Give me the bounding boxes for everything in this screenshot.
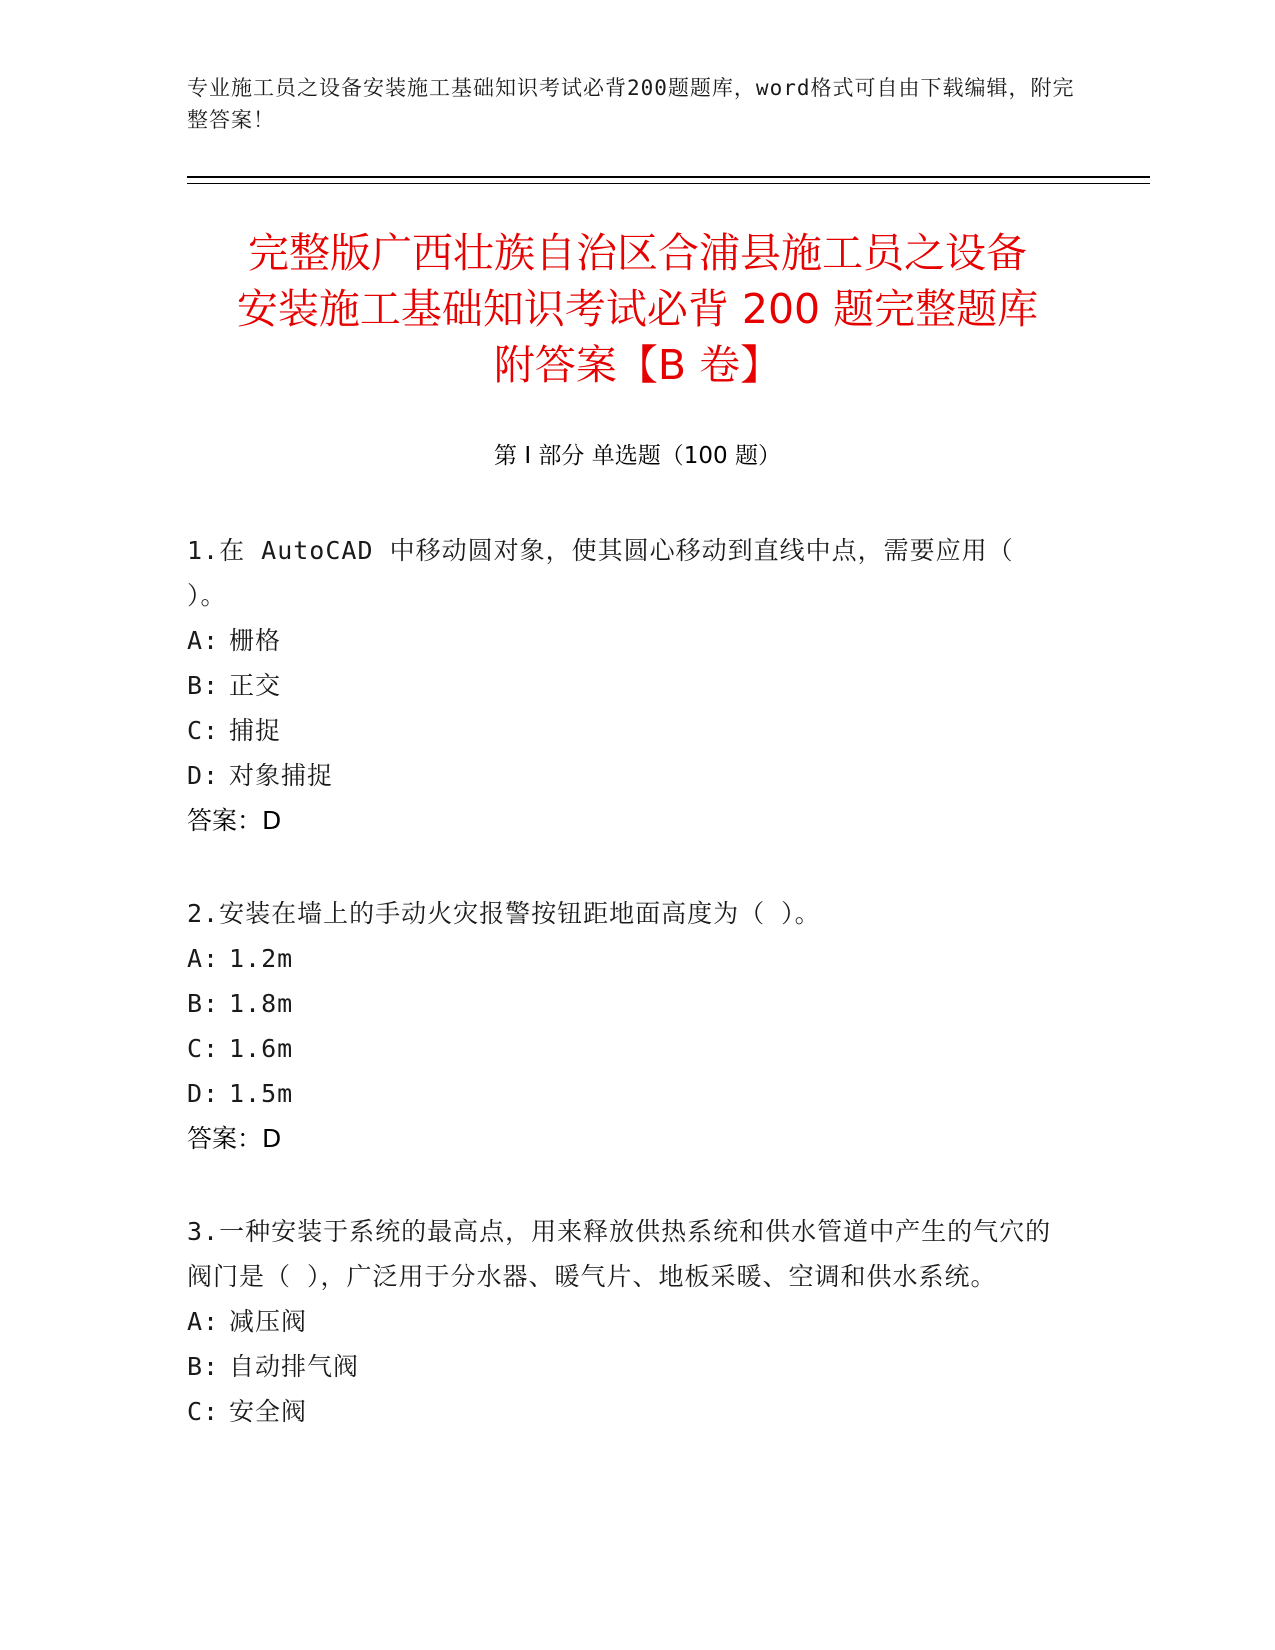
option-key: D: (187, 1079, 220, 1108)
question-3 (187, 1209, 1067, 1434)
option-text: 减压阀 (229, 1307, 308, 1336)
question-list (187, 528, 1067, 1482)
option-text: 栅格 (229, 626, 282, 655)
option-c (187, 708, 1067, 753)
option-b (187, 663, 1067, 708)
option-text: 自动排气阀 (229, 1352, 360, 1381)
answer-line: 答案：D (187, 1124, 282, 1153)
option-a (187, 618, 1067, 663)
option-text: 捕捉 (229, 716, 282, 745)
answer-line: 答案：D (187, 806, 282, 835)
option-c (187, 1389, 1067, 1434)
document-title (130, 225, 1145, 393)
option-d (187, 1071, 1067, 1116)
option-key: D: (187, 761, 220, 790)
header-rule-thin (187, 183, 1150, 184)
option-text: 对象捕捉 (229, 761, 334, 790)
option-text: 正交 (229, 671, 282, 700)
option-text: 1.6m (229, 1034, 294, 1063)
option-key: B: (187, 989, 220, 1018)
option-text: 1.8m (229, 989, 294, 1018)
option-key: A: (187, 1307, 220, 1336)
question-1 (187, 528, 1067, 843)
option-c (187, 1026, 1067, 1071)
header-note: 专业施工员之设备安装施工基础知识考试必背200题题库，word格式可自由下载编辑，附完整答案！ (187, 76, 1075, 132)
option-key: A: (187, 944, 220, 973)
option-key: B: (187, 671, 220, 700)
option-text: 安全阀 (229, 1397, 308, 1426)
title-line-1: 完整版广西壮族自治区合浦县施工员之设备 (248, 229, 1027, 277)
title-line-3: 附答案【B 卷】 (493, 341, 782, 389)
option-text: 1.2m (229, 944, 294, 973)
question-text: 1.在 AutoCAD 中移动圆对象，使其圆心移动到直线中点，需要应用（ ）。 (187, 536, 1014, 610)
title-line-2: 安装施工基础知识考试必背 200 题完整题库 (236, 285, 1039, 333)
option-b (187, 1344, 1067, 1389)
option-b (187, 981, 1067, 1026)
option-d (187, 753, 1067, 798)
question-text: 3.一种安装于系统的最高点，用来释放供热系统和供水管道中产生的气穴的阀门是（ ），广泛用于分水器、暖气片、地板采暖、空调和供水系统。 (187, 1217, 1052, 1291)
option-a (187, 936, 1067, 981)
question-2 (187, 891, 1067, 1161)
option-a (187, 1299, 1067, 1344)
option-key: B: (187, 1352, 220, 1381)
option-key: A: (187, 626, 220, 655)
option-text: 1.5m (229, 1079, 294, 1108)
option-key: C: (187, 1034, 220, 1063)
option-key: C: (187, 1397, 220, 1426)
question-text: 2.安装在墙上的手动火灾报警按钮距地面高度为（ ）。 (187, 899, 821, 928)
section-heading: 第 I 部分 单选题（100 题） (494, 443, 781, 469)
option-key: C: (187, 716, 220, 745)
header-rule-thick (187, 176, 1150, 178)
